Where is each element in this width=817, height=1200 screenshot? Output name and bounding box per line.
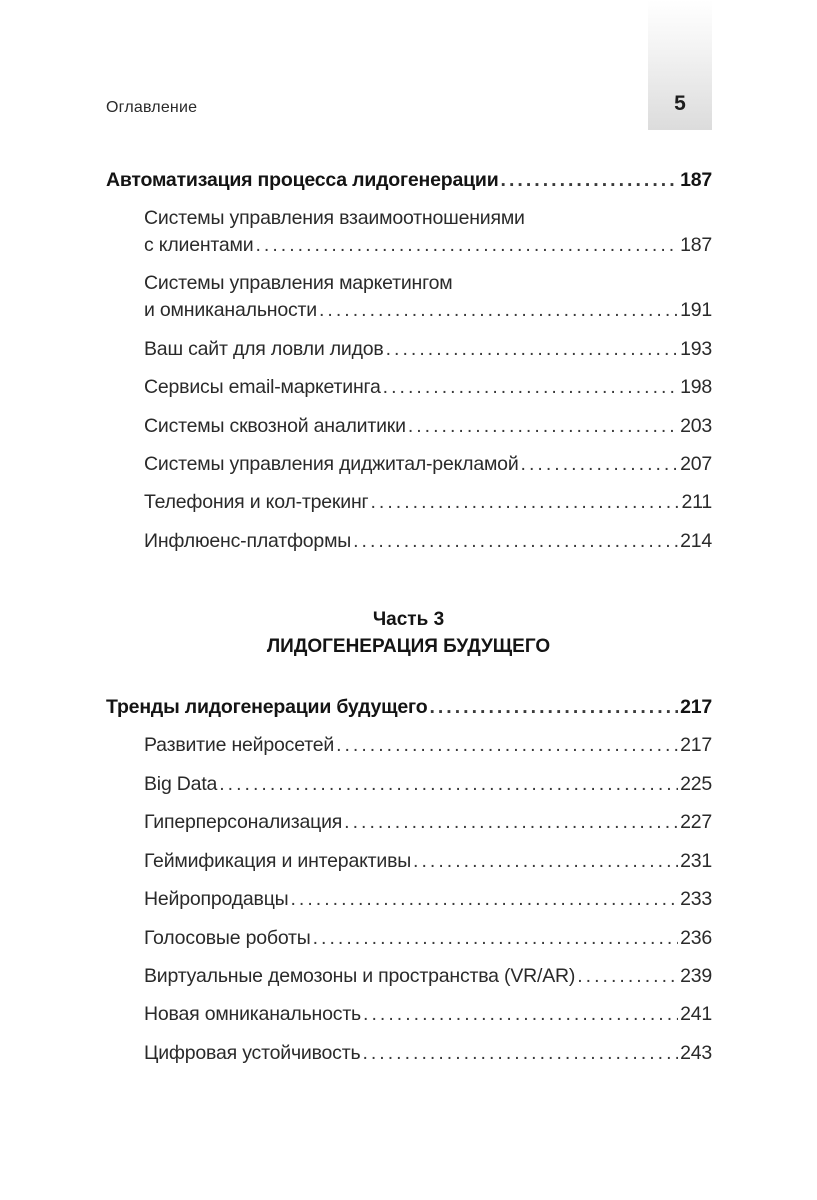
chapter-title: Тренды лидогенерации будущего xyxy=(106,696,428,718)
section-page: 239 xyxy=(680,965,712,987)
dot-leader xyxy=(336,733,678,757)
dot-leader xyxy=(344,810,678,834)
section-title: Геймификация и интерактивы xyxy=(144,850,412,872)
section-page: 236 xyxy=(680,927,712,949)
section-page: 233 xyxy=(680,888,712,910)
section-title: Голосовые роботы xyxy=(144,927,311,949)
dot-leader xyxy=(408,414,678,438)
toc-section[interactable] xyxy=(144,887,712,911)
section-title: Big Data xyxy=(144,773,218,795)
dot-leader xyxy=(577,964,678,988)
toc-section[interactable] xyxy=(144,926,712,950)
dot-leader xyxy=(219,772,678,796)
section-page: 187 xyxy=(680,234,712,256)
toc-section[interactable] xyxy=(144,733,712,757)
part-title: ЛИДОГЕНЕРАЦИЯ БУДУЩЕГО xyxy=(266,636,551,657)
chapter-page: 217 xyxy=(680,696,712,718)
toc-chapter-trends[interactable] xyxy=(106,695,712,719)
dot-leader xyxy=(363,1002,678,1026)
section-page: 231 xyxy=(680,850,712,872)
chapter-page: 187 xyxy=(680,169,712,191)
toc-section[interactable] xyxy=(144,810,712,834)
section-page: 227 xyxy=(680,811,712,833)
section-page: 198 xyxy=(680,376,712,398)
section-title: Ваш сайт для ловли лидов xyxy=(144,338,384,360)
dot-leader xyxy=(386,337,678,361)
section-page: 207 xyxy=(680,453,712,475)
section-page: 217 xyxy=(680,734,712,756)
dot-leader xyxy=(319,298,678,322)
toc-section[interactable] xyxy=(144,849,712,873)
section-title: Нейропродавцы xyxy=(144,888,289,910)
section-page: 211 xyxy=(681,491,712,513)
toc-section[interactable] xyxy=(144,452,712,476)
section-page: 193 xyxy=(680,338,712,360)
dot-leader xyxy=(429,695,678,719)
section-title: Системы управления диджитал-рекламой xyxy=(144,453,519,475)
section-title: Развитие нейросетей xyxy=(144,734,335,756)
section-page: 203 xyxy=(680,415,712,437)
section-page: 243 xyxy=(680,1042,712,1064)
section-title: Сервисы email-маркетинга xyxy=(144,376,381,398)
toc-section-title-line1: Системы управления маркетингом xyxy=(144,272,453,294)
section-title: Новая омниканальность xyxy=(144,1003,362,1025)
dot-leader xyxy=(353,529,678,553)
section-title: Телефония и кол-трекинг xyxy=(144,491,369,513)
toc-chapter-automation[interactable] xyxy=(106,168,712,192)
dot-leader xyxy=(501,168,679,192)
dot-leader xyxy=(255,233,678,257)
chapter-title: Автоматизация процесса лидогенерации xyxy=(106,169,499,191)
section-title: и омниканальности xyxy=(144,299,317,321)
toc-section[interactable] xyxy=(144,1002,712,1026)
toc-section[interactable] xyxy=(144,337,712,361)
running-header: Оглавление xyxy=(106,99,198,116)
section-title: Инфлюенс-платформы xyxy=(144,530,352,552)
section-title: с клиентами xyxy=(144,234,254,256)
dot-leader xyxy=(383,375,678,399)
section-title: Системы сквозной аналитики xyxy=(144,415,406,437)
section-page: 191 xyxy=(680,299,712,321)
dot-leader xyxy=(370,490,679,514)
toc-section[interactable] xyxy=(144,772,712,796)
section-title: Цифровая устойчивость xyxy=(144,1042,361,1064)
toc-section[interactable] xyxy=(144,233,712,257)
part-label: Часть 3 xyxy=(372,609,445,630)
toc-section[interactable] xyxy=(144,1041,712,1065)
dot-leader xyxy=(362,1041,678,1065)
dot-leader xyxy=(313,926,678,950)
section-title: Виртуальные демозоны и пространства (VR/AR) xyxy=(144,965,576,987)
dot-leader xyxy=(291,887,679,911)
section-page: 241 xyxy=(680,1003,712,1025)
toc-section[interactable] xyxy=(144,490,712,514)
section-page: 214 xyxy=(680,530,712,552)
toc-section[interactable] xyxy=(144,298,712,322)
toc-section[interactable] xyxy=(144,375,712,399)
page-number: 5 xyxy=(674,92,686,115)
toc-section[interactable] xyxy=(144,529,712,553)
toc-section[interactable] xyxy=(144,964,712,988)
toc-section[interactable] xyxy=(144,414,712,438)
section-page: 225 xyxy=(680,773,712,795)
dot-leader xyxy=(413,849,678,873)
dot-leader xyxy=(521,452,679,476)
section-title: Гиперперсонализация xyxy=(144,811,343,833)
toc-section-title-line1: Системы управления взаимоотношениями xyxy=(144,207,525,229)
